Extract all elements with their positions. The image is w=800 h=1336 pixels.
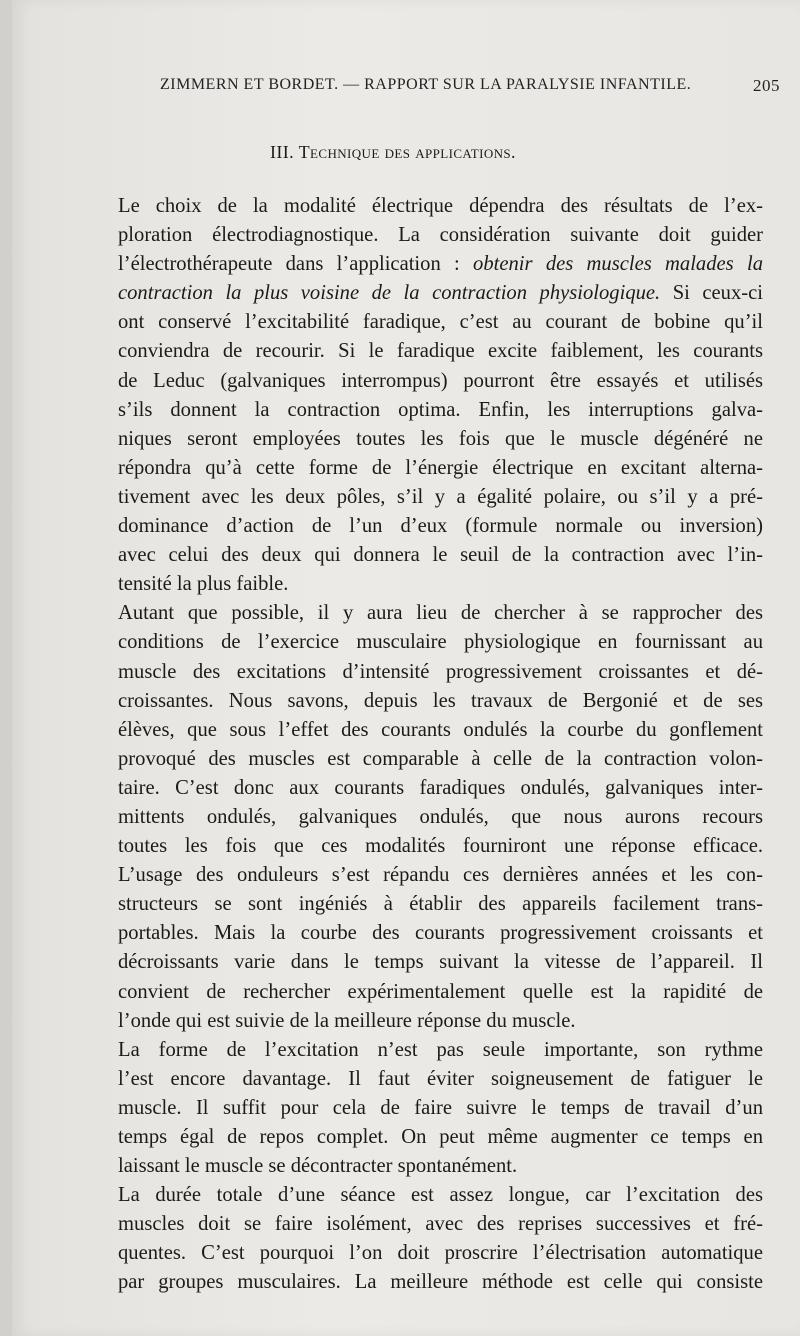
page-number: 205 [753, 76, 780, 95]
text-line: l’onde qui est suivie de la meilleure réponse du muscle. [118, 1009, 576, 1032]
text-line: taire. C’est donc aux courants faradiques ondulés, galvaniques inter- [118, 776, 763, 799]
italic-phrase: obtenir des muscles malades la [473, 253, 763, 276]
text-line: mittents ondulés, galvaniques ondulés, que nous aurons recours [118, 805, 763, 828]
text-line: par groupes musculaires. La meilleure méthode est celle qui consiste [118, 1271, 763, 1294]
text-line: dominance d’action de l’un d’eux (formule normale ou inversion) [118, 515, 763, 538]
text-line: temps égal de repos complet. On peut même augmenter ce temps en [118, 1126, 763, 1148]
text-line: ploration électrodiagnostique. La considération suivante doit guider [118, 224, 763, 247]
text-line: toutes les fois que ces modalités fourniront une réponse efficace. [118, 835, 763, 858]
text-line: muscles doit se faire isolément, avec des reprises successives et fré- [118, 1213, 763, 1236]
italic-phrase: contraction la plus voisine de la contraction physiologique. [118, 282, 661, 305]
text-line: répondra qu’à cette forme de l’énergie électrique en excitant alterna- [118, 456, 763, 479]
text-line [118, 250, 763, 279]
text-line: La forme de l’excitation n’est pas seule importante, son rythme [118, 1038, 763, 1061]
text-line: muscle des excitations d’intensité progressivement croissantes et dé- [118, 660, 763, 683]
text-line: Le choix de la modalité électrique dépendra des résultats de l’ex- [118, 195, 763, 217]
text-line: tensité la plus faible. [118, 573, 289, 596]
text-line: structeurs se sont ingéniés à établir des appareils facilement trans- [118, 893, 763, 916]
paragraph-2 [118, 599, 763, 1035]
paragraph-1 [118, 192, 763, 599]
text-line: croissantes. Nous savons, depuis les travaux de Bergonié et de ses [118, 689, 763, 712]
text-line: ont conservé l’excitabilité faradique, c’est au courant de bobine qu’il [118, 311, 763, 334]
text-line: avec celui des deux qui donnera le seuil de la contraction avec l’in- [118, 544, 763, 567]
text-line: portables. Mais la courbe des courants progressivement croissants et [118, 922, 763, 945]
paragraph-3 [118, 1036, 763, 1181]
text-line: conditions de l’exercice musculaire physiologique en fournissant au [118, 631, 763, 654]
text-line: convient de rechercher expérimentalement quelle est la rapidité de [118, 980, 763, 1003]
text-line: décroissants varie dans le temps suivant la vitesse de l’appareil. Il [118, 951, 763, 974]
text-line: provoqué des muscles est comparable à celle de la contraction volon- [118, 747, 763, 770]
text-line: élèves, que sous l’effet des courants ondulés la courbe du gonflement [118, 718, 763, 741]
running-head-title: ZIMMERN ET BORDET. — RAPPORT SUR LA PARALYSIE INFANTILE. [160, 76, 692, 93]
text-line: laissant le muscle se décontracter spontanément. [118, 1155, 518, 1178]
section-heading: III. Technique des applications. [270, 142, 516, 162]
text-segment: l’électrothérapeute dans l’application : [118, 253, 474, 276]
text-line: muscle. Il suffit pour cela de faire suivre le temps de travail d’un [118, 1096, 763, 1119]
paragraph-4 [118, 1181, 763, 1297]
text-line: s’ils donnent la contraction optima. Enfin, les interruptions galva- [118, 398, 763, 421]
text-line: La durée totale d’une séance est assez longue, car l’excitation des [118, 1184, 763, 1207]
text-line: de Leduc (galvaniques interrompus) pourront être essayés et utilisés [118, 369, 763, 392]
text-line: tivement avec les deux pôles, s’il y a égalité polaire, ou s’il y a pré- [118, 485, 763, 508]
text-line: niques seront employées toutes les fois que le muscle dégénéré ne [118, 427, 763, 450]
text-line: quentes. C’est pourquoi l’on doit proscrire l’électrisation automatique [118, 1242, 763, 1265]
text-line [118, 279, 763, 308]
text-line: l’est encore davantage. Il faut éviter soigneusement de fatiguer le [118, 1067, 763, 1090]
text-line: Autant que possible, il y aura lieu de chercher à se rapprocher des [118, 602, 763, 625]
body-text [118, 192, 763, 1298]
book-page [12, 0, 800, 1336]
text-line: conviendra de recourir. Si le faradique excite faiblement, les courants [118, 340, 763, 363]
text-segment: Si ceux-ci [660, 282, 763, 305]
text-line: L’usage des onduleurs s’est répandu ces dernières années et les con- [118, 864, 763, 887]
